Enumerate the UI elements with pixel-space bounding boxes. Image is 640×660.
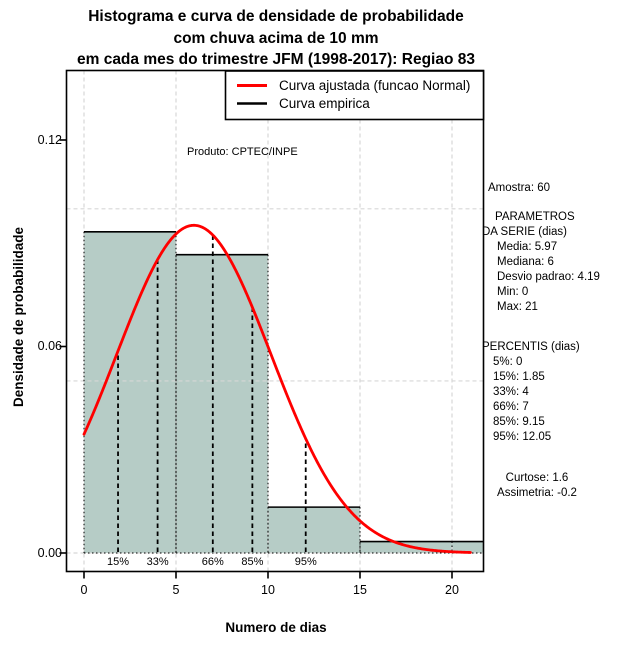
- stat-percentis-title: PERCENTIS (dias): [482, 341, 580, 353]
- legend-label-empirical-curve: Curva empirica: [279, 96, 370, 111]
- x-tick-label-5: 5: [172, 583, 180, 597]
- chart-title-line-2: com chuva acima de 10 mm: [173, 29, 379, 47]
- histogram-bar: [84, 232, 176, 553]
- percentile-label-66%: 66%: [201, 556, 224, 568]
- x-tick-label-15: 15: [353, 583, 367, 597]
- y-tick-label-0.06: 0.06: [37, 339, 62, 354]
- y-axis-label: Densidade de probabilidade: [11, 226, 26, 408]
- stat-percentil-15: 15%: 1.85: [493, 371, 545, 383]
- stat-min: Min: 0: [497, 286, 529, 298]
- y-tick-label-0.00: 0.00: [37, 546, 62, 560]
- x-axis-label: Numero de dias: [225, 620, 327, 635]
- stat-desvio-padrao: Desvio padrao: 4.19: [497, 271, 600, 283]
- percentile-label-95%: 95%: [294, 556, 317, 568]
- stat-parametros-title-2: DA SERIE (dias): [482, 226, 567, 238]
- product-annotation: Produto: CPTEC/INPE: [187, 146, 298, 158]
- stat-parametros-title-1: PARAMETROS: [495, 211, 575, 223]
- x-tick-label-0: 0: [80, 583, 88, 597]
- stat-percentil-95: 95%: 12.05: [493, 431, 552, 443]
- percentile-label-33%: 33%: [146, 556, 169, 568]
- stat-curtose: Curtose: 1.6: [505, 472, 569, 484]
- histogram-bar: [176, 255, 268, 553]
- stat-percentil-5: 5%: 0: [493, 356, 523, 368]
- stat-assimetria: Assimetria: -0.2: [497, 487, 577, 499]
- legend-label-fitted-curve: Curva ajustada (funcao Normal): [279, 78, 471, 93]
- stat-media: Media: 5.97: [497, 241, 558, 253]
- stat-percentil-66: 66%: 7: [493, 401, 529, 413]
- chart-title-line-3: em cada mes do trimestre JFM (1998-2017): Regiao 83: [76, 51, 475, 68]
- stat-percentil-33: 33%: 4: [493, 386, 529, 398]
- chart-title: [0, 6, 552, 71]
- y-tick-label-0.12: 0.12: [37, 132, 62, 147]
- stat-max: Max: 21: [497, 301, 538, 313]
- histogram-bars: [84, 232, 484, 553]
- chart-title-line-1: Histograma e curva de densidade de probabilidade: [88, 8, 464, 25]
- stat-amostra: Amostra: 60: [488, 182, 550, 194]
- stat-mediana: Mediana: 6: [497, 256, 554, 268]
- x-tick-label-10: 10: [261, 583, 275, 597]
- histogram-bar: [268, 507, 360, 553]
- percentile-label-85%: 85%: [241, 556, 264, 568]
- x-tick-label-20: 20: [445, 583, 459, 597]
- percentile-label-15%: 15%: [107, 556, 130, 568]
- stat-percentil-85: 85%: 9.15: [493, 416, 545, 428]
